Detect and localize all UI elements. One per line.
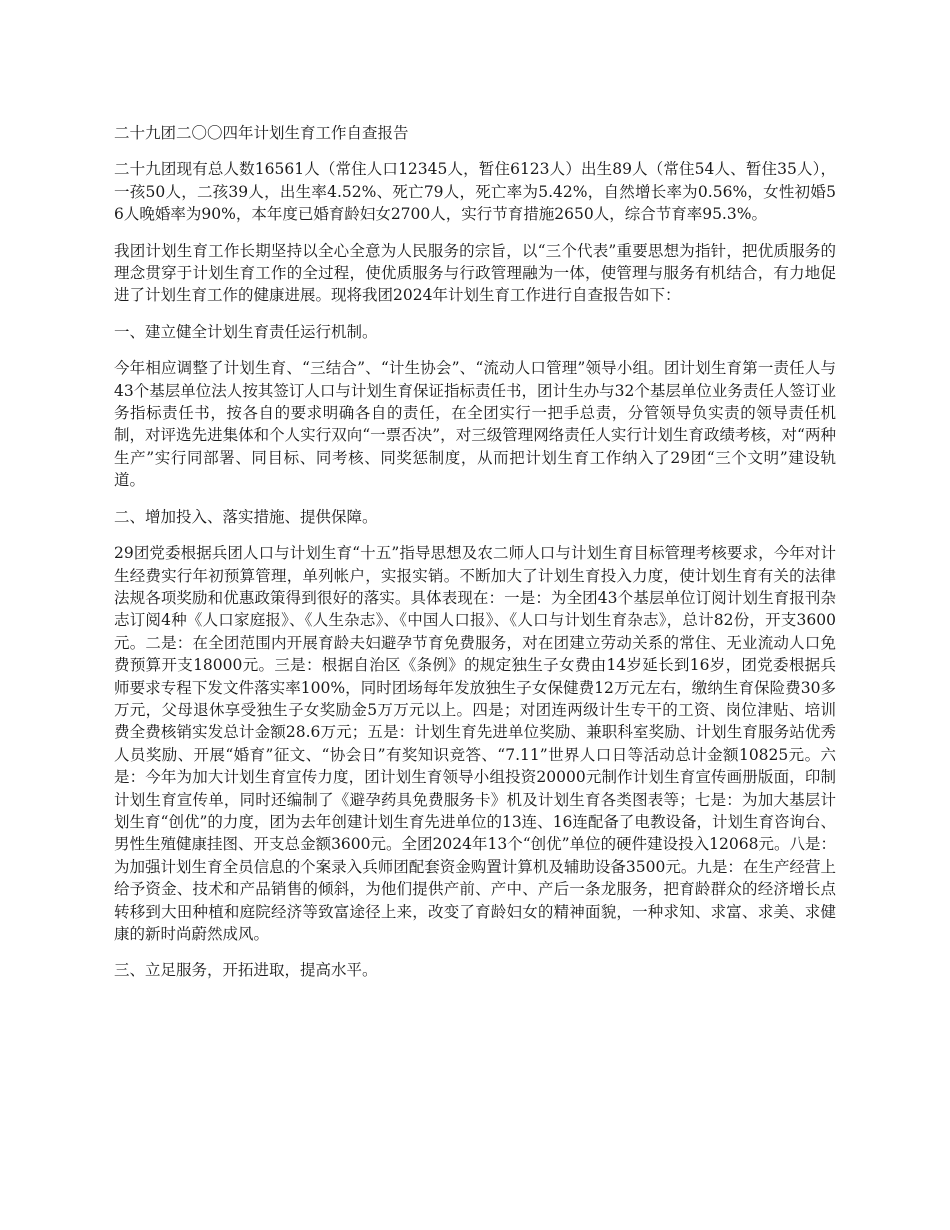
document-page (114, 122, 836, 996)
section-heading-2: 二、增加投入、落实措施、提供保障。 (114, 507, 378, 526)
paragraph-intro: 我团计划生育工作长期坚持以全心全意为人民服务的宗旨，以“三个代表”重要思想为指针，把优质服务的理念贯穿于计划生育工作的全过程，使优质服务与行政管理融为一体，使管理与服务有机结合，有力地促进了计划生育工作的健康进展。现将我团2024年计划生育工作进行自查报告如下： (114, 241, 836, 305)
paragraph-section-2: 29团党委根据兵团人口与计划生育“十五”指导思想及农二师人口与计划生育目标管理考核要求，今年对计生经费实行年初预算管理，单列帐户，实报实销。不断加大了计划生育投入力度，使计划生育有关的法律法规各项奖励和优惠政策得到很好的落实。具体表现在：一是：为全团43个基层单位订阅计划生育报刊杂志订阅4种《人口家庭报》、《人生杂志》、《中国人口报》、《人口与计划生育杂志》，总计82份，开支3600元。二是：在全团范围内开展育龄夫妇避孕节育免费服务，对在团建立劳动关系的常住、无业流动人口免费预算开支18000元。三是：根据自治区《条例》的规定独生子女费由14岁延长到16岁，团党委根据兵师要求专程下发文件落实率100%，同时团场每年发放独生子女保健费12万元左右，缴纳生育保险费30多万元，父母退休享受独生子女奖励金5万万元以上。四是；对团连两级计生专干的工资、岗位津贴、培训费全费核销实发总计金额28.6万元；五是：计划生育先进单位奖励、兼职科室奖励、计划生育服务站优秀人员奖励、开展“婚育”征文、“协会日”有奖知识竞答、“7.11”世界人口日等活动总计金额10825元。六是：今年为加大计划生育宣传力度，团计划生育领导小组投资20000元制作计划生育宣传画册版面，印制计划生育宣传单，同时还编制了《避孕药具免费服务卡》机及计划生育各类图表等；七是：为加大基层计划生育“创优”的力度，团为去年创建计划生育先进单位的13连、16连配备了电教设备，计划生育咨询台、男性生殖健康挂图、开支总金额3600元。全团2024年13个“创优”单位的硬件建设投入12068元。八是：为加强计划生育全员信息的个案录入兵师团配套资金购置计算机及辅助设备3500元。九是：在生产经营上给予资金、技术和产品销售的倾斜，为他们提供产前、产中、产后一条龙服务，把育龄群众的经济增长点转移到大田种植和庭院经济等致富途径上来，改变了育龄妇女的精神面貌，一种求知、求富、求美、求健康的新时尚蔚然成风。 (114, 544, 836, 943)
paragraph-section-1: 今年相应调整了计划生育、“三结合”、“计生协会”、“流动人口管理”领导小组。团计划生育第一责任人与43个基层单位法人按其签订人口与计划生育保证指标责任书，团计生办与32个基层单位业务责任人签订业务指标责任书，按各自的要求明确各自的责任，在全团实行一把手总责，分管领导负实责的领导责任机制，对评选先进集体和个人实行双向“一票否决”，对三级管理网络责任人实行计划生育政绩考核，对“两种生产”实行同部署、同目标、同考核、同奖惩制度，从而把计划生育工作纳入了29团“三个文明”建设轨道。 (114, 359, 836, 490)
document-title: 二十九团二〇〇四年计划生育工作自查报告 (114, 124, 409, 142)
section-heading-1: 一、建立健全计划生育责任运行机制。 (114, 322, 378, 341)
section-heading-3: 三、立足服务，开拓进取，提高水平。 (114, 961, 378, 980)
paragraph-population-stats: 二十九团现有总人数16561人（常住人口12345人，暂住6123人）出生89人（常住54人、暂住35人），一孩50人，二孩39人，出生率4.52%、死亡79人，死亡率为5.42%，自然增长率为0.56%，女性初婚56人晚婚率为90%，本年度已婚育龄妇女2700人，实行节育措施2650人，综合节育率95.3%。 (114, 160, 836, 224)
